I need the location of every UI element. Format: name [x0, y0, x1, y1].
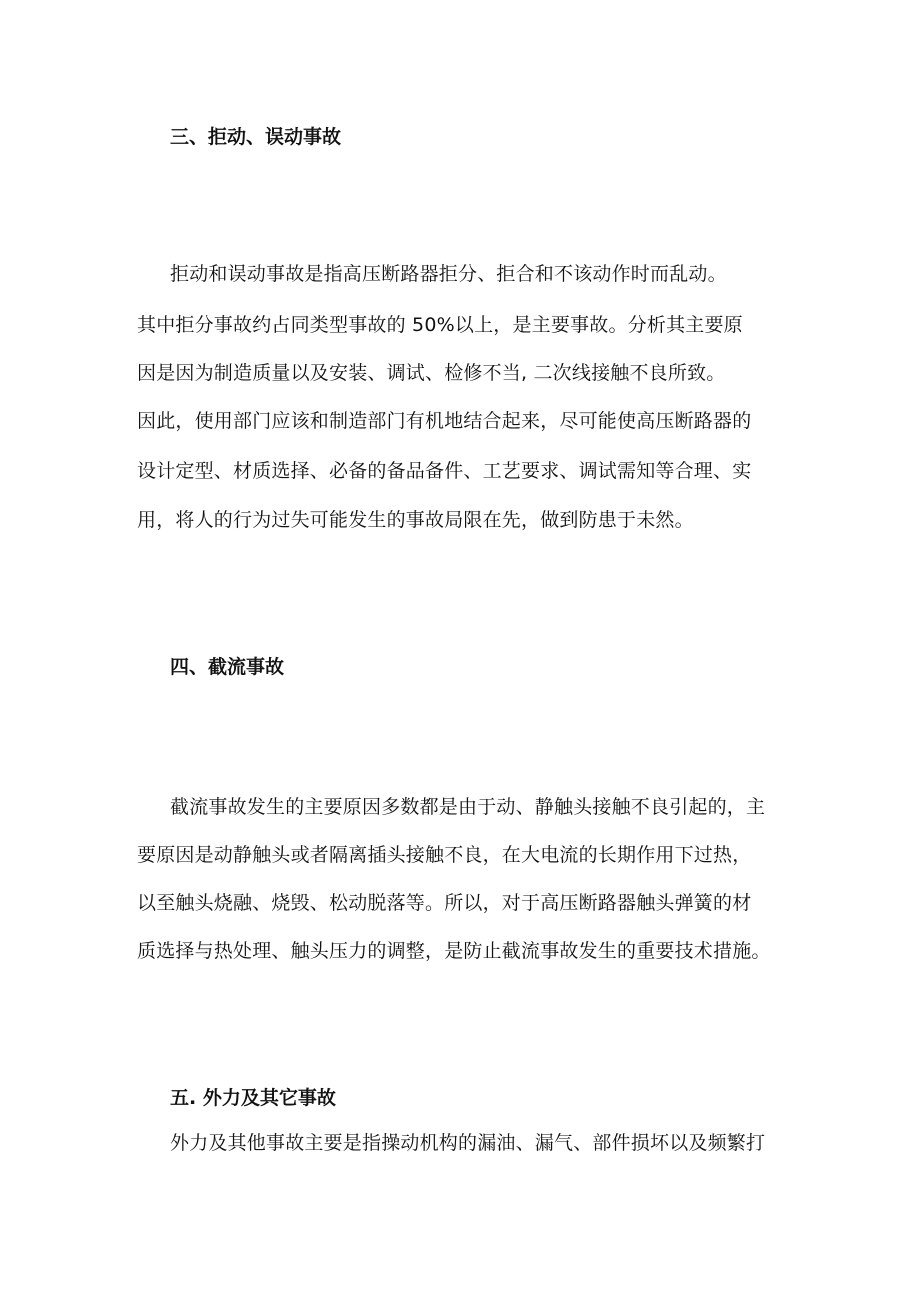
- section-heading-4: 四、截流事故: [170, 656, 285, 678]
- paragraph-line: 拒动和误动事故是指高压断路器拒分、拒合和不该动作时而乱动。: [170, 263, 727, 285]
- paragraph-line: 截流事故发生的主要原因多数都是由于动、静触头接触不良引起的，主: [170, 796, 766, 818]
- paragraph-line: 因此，使用部门应该和制造部门有机地结合起来，尽可能使高压断路器的: [137, 410, 752, 432]
- paragraph-line: 要原因是动静触头或者隔离插头接触不良，在大电流的长期作用下过热，: [137, 844, 752, 866]
- paragraph-line: 因是因为制造质量以及安装、调试、检修不当, 二次线接触不良所致。: [137, 362, 726, 384]
- paragraph-line: 用，将人的行为过失可能发生的事故局限在先，做到防患于未然。: [137, 509, 694, 531]
- paragraph-line: 外力及其他事故主要是指操动机构的漏油、漏气、部件损坏以及频繁打: [170, 1132, 766, 1154]
- paragraph-line: 质选择与热处理、触头压力的调整，是防止截流事故发生的重要技术措施。: [137, 940, 771, 962]
- section-heading-3: 三、拒动、误动事故: [170, 126, 342, 148]
- paragraph-line: 设计定型、材质选择、必备的备品备件、工艺要求、调试需知等合理、实: [137, 460, 752, 482]
- paragraph-line: 其中拒分事故约占同类型事故的 50%以上，是主要事故。分析其主要原: [137, 314, 743, 336]
- section-heading-5: 五. 外力及其它事故: [170, 1087, 336, 1109]
- paragraph-line: 以至触头烧融、烧毁、松动脱落等。所以，对于高压断路器触头弹簧的材: [137, 892, 752, 914]
